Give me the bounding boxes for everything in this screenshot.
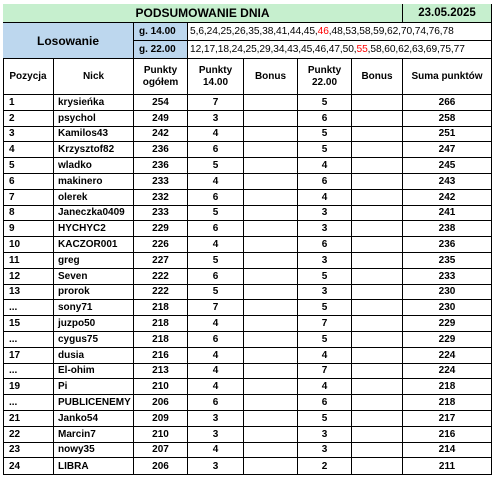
- table-cell-p14: 3: [188, 411, 244, 427]
- table-cell-nick: juzpo50: [54, 316, 134, 332]
- draw-number: 24: [231, 44, 243, 55]
- table-cell-b1: [244, 379, 298, 395]
- table-cell-nick: Krzysztof82: [54, 142, 134, 158]
- table-cell-total: 236: [134, 142, 188, 158]
- table-cell-pos: 24: [3, 458, 54, 475]
- table-cell-b2: [352, 158, 403, 174]
- table-cell-nick: nowy35: [54, 443, 134, 459]
- table-cell-p22: 4: [298, 379, 352, 395]
- table-cell-p22: 3: [298, 427, 352, 443]
- table-cell-b2: [352, 237, 403, 253]
- table-cell-p14: 7: [188, 95, 244, 111]
- table-cell-b2: [352, 221, 403, 237]
- table-cell-pos: 15: [3, 316, 54, 332]
- table-cell-p14: 4: [188, 127, 244, 143]
- column-header-sum: Suma punktów: [403, 59, 492, 95]
- table-cell-nick: Kamilos43: [54, 127, 134, 143]
- draw-number: 43: [287, 44, 299, 55]
- column-header-bonus1: Bonus: [244, 59, 298, 95]
- table-cell-total: 209: [134, 411, 188, 427]
- draw-number: 26: [234, 26, 246, 37]
- table-cell-p14: 4: [188, 379, 244, 395]
- table-cell-p22: 6: [298, 237, 352, 253]
- table-cell-pos: 2: [3, 111, 54, 127]
- table-cell-b2: [352, 427, 403, 443]
- table-cell-p22: 6: [298, 174, 352, 190]
- table-cell-p14: 3: [188, 111, 244, 127]
- table-cell-sum: 214: [403, 443, 492, 459]
- table-cell-sum: 242: [403, 190, 492, 206]
- table-cell-p14: 7: [188, 300, 244, 316]
- draw-number: 62: [387, 26, 399, 37]
- table-cell-b1: [244, 221, 298, 237]
- table-cell-p22: 5: [298, 411, 352, 427]
- table-cell-p14: 5: [188, 253, 244, 269]
- table-cell-total: 236: [134, 158, 188, 174]
- table-cell-sum: 233: [403, 269, 492, 285]
- draw-number: 17: [203, 44, 216, 55]
- table-cell-nick: sony71: [54, 300, 134, 316]
- table-cell-sum: 251: [403, 127, 492, 143]
- table-cell-p14: 4: [188, 364, 244, 380]
- table-cell-pos: 8: [3, 206, 54, 222]
- table-cell-p14: 5: [188, 206, 244, 222]
- table-cell-b1: [244, 443, 298, 459]
- table-cell-sum: 229: [403, 316, 492, 332]
- table-cell-b2: [352, 95, 403, 111]
- table-cell-pos: ...: [3, 300, 54, 316]
- table-cell-b1: [244, 269, 298, 285]
- draw-number: 45: [301, 44, 313, 55]
- table-cell-sum: 224: [403, 348, 492, 364]
- table-cell-sum: 238: [403, 221, 492, 237]
- table-cell-b2: [352, 395, 403, 411]
- table-cell-p14: 6: [188, 395, 244, 411]
- table-cell-pos: 11: [3, 253, 54, 269]
- table-cell-p22: 4: [298, 158, 352, 174]
- table-cell-b2: [352, 443, 403, 459]
- table-cell-b2: [352, 300, 403, 316]
- table-cell-sum: 258: [403, 111, 492, 127]
- table-cell-p22: 5: [298, 127, 352, 143]
- table-cell-total: 233: [134, 206, 188, 222]
- table-cell-sum: 216: [403, 427, 492, 443]
- table-cell-p14: 6: [188, 269, 244, 285]
- table-cell-b1: [244, 95, 298, 111]
- draw-numbers: 12 , 17 , 18 , 24 , 25 , 29 , 34 , 43 , 45 , 46 , 47 , 50 , 55 , 58 , 60 , 62 , 63 , 69 , 75 , 77: [188, 41, 492, 59]
- table-cell-nick: krysieńka: [54, 95, 134, 111]
- draw-numbers: 5 , 6 , 24 , 25 , 26 , 35 , 38 , 41 , 44 , 45 , 46 , 48 , 53 , 58 , 59 , 62 , 70 , 74 , 76 , 78: [188, 23, 492, 41]
- table-cell-sum: 217: [403, 411, 492, 427]
- table-cell-b2: [352, 411, 403, 427]
- draw-number: 75: [439, 44, 451, 55]
- table-cell-p14: 3: [188, 458, 244, 475]
- draw-number: 45: [303, 26, 315, 37]
- draw-number: 77: [453, 44, 465, 55]
- table-cell-nick: HYCHYC2: [54, 221, 134, 237]
- table-cell-total: 222: [134, 269, 188, 285]
- table-cell-pos: ...: [3, 364, 54, 380]
- table-cell-b1: [244, 348, 298, 364]
- table-cell-p22: 6: [298, 111, 352, 127]
- table-cell-pos: 6: [3, 174, 54, 190]
- table-cell-p22: 3: [298, 206, 352, 222]
- column-header-total: Punkty ogółem: [134, 59, 188, 95]
- table-cell-b1: [244, 411, 298, 427]
- table-cell-pos: 22: [3, 427, 54, 443]
- table-cell-b1: [244, 174, 298, 190]
- table-cell-b2: [352, 364, 403, 380]
- table-cell-total: 226: [134, 237, 188, 253]
- table-cell-b1: [244, 158, 298, 174]
- draw-number: 18: [217, 44, 229, 55]
- table-cell-sum: 236: [403, 237, 492, 253]
- draw-number: 59: [373, 26, 385, 37]
- table-cell-b2: [352, 174, 403, 190]
- column-header-points14: Punkty 14.00: [188, 59, 244, 95]
- table-cell-b1: [244, 316, 298, 332]
- draw-number: 50: [342, 44, 354, 55]
- table-cell-pos: 5: [3, 158, 54, 174]
- table-cell-sum: 266: [403, 95, 492, 111]
- table-cell-total: 233: [134, 174, 188, 190]
- draw-number: 35: [248, 26, 260, 37]
- draw-number: 46: [314, 44, 327, 55]
- table-cell-p14: 5: [188, 285, 244, 301]
- table-cell-total: 218: [134, 332, 188, 348]
- column-header-nick: Nick: [54, 59, 134, 95]
- draw-number: 58: [359, 26, 371, 37]
- table-cell-sum: 230: [403, 285, 492, 301]
- table-cell-sum: 218: [403, 395, 492, 411]
- table-cell-pos: ...: [3, 332, 54, 348]
- table-cell-total: 218: [134, 300, 188, 316]
- table-cell-p22: 4: [298, 348, 352, 364]
- table-cell-b2: [352, 332, 403, 348]
- table-cell-b2: [352, 348, 403, 364]
- table-cell-p22: 5: [298, 142, 352, 158]
- table-cell-total: 213: [134, 364, 188, 380]
- table-cell-nick: prorok: [54, 285, 134, 301]
- table-cell-nick: LIBRA: [54, 458, 134, 475]
- table-cell-p22: 3: [298, 221, 352, 237]
- table-cell-b1: [244, 206, 298, 222]
- table-cell-b1: [244, 285, 298, 301]
- table-cell-p14: 4: [188, 443, 244, 459]
- table-cell-nick: greg: [54, 253, 134, 269]
- table-cell-pos: 19: [3, 379, 54, 395]
- table-cell-b1: [244, 237, 298, 253]
- draw-number: 60: [384, 44, 396, 55]
- draw-number: 47: [328, 44, 340, 55]
- table-cell-p22: 6: [298, 395, 352, 411]
- column-header-position: Pozycja: [3, 59, 54, 95]
- draw-number: 5: [190, 26, 196, 37]
- draw-number: 55: [356, 44, 368, 55]
- draw-number: 69: [425, 44, 438, 55]
- draw-number: 12: [190, 44, 202, 55]
- draw-number: 29: [259, 44, 271, 55]
- table-cell-total: 206: [134, 395, 188, 411]
- table-cell-b2: [352, 253, 403, 269]
- table-cell-nick: olerek: [54, 190, 134, 206]
- draw-number: 63: [412, 44, 424, 55]
- table-cell-p14: 3: [188, 427, 244, 443]
- table-cell-p22: 5: [298, 269, 352, 285]
- table-cell-pos: 12: [3, 269, 54, 285]
- draw-number: 44: [289, 26, 302, 37]
- table-cell-total: 218: [134, 316, 188, 332]
- table-cell-p22: 7: [298, 364, 352, 380]
- table-cell-b2: [352, 379, 403, 395]
- table-cell-p14: 6: [188, 221, 244, 237]
- draw-number: 38: [262, 26, 274, 37]
- table-cell-p14: 4: [188, 316, 244, 332]
- table-cell-b1: [244, 127, 298, 143]
- table-cell-b1: [244, 190, 298, 206]
- table-cell-b1: [244, 142, 298, 158]
- page-title: PODSUMOWANIE DNIA: [3, 4, 403, 23]
- draw-number: 24: [206, 26, 218, 37]
- table-cell-pos: 9: [3, 221, 54, 237]
- table-cell-p22: 3: [298, 443, 352, 459]
- table-cell-nick: wladko: [54, 158, 134, 174]
- table-cell-p22: 2: [298, 458, 352, 475]
- draw-time-label: g. 22.00: [134, 41, 188, 59]
- table-cell-sum: 224: [403, 364, 492, 380]
- table-cell-p22: 5: [298, 300, 352, 316]
- table-cell-nick: Janeczka0409: [54, 206, 134, 222]
- table-cell-nick: PUBLICENEMY: [54, 395, 134, 411]
- table-cell-sum: 230: [403, 300, 492, 316]
- draw-number: 46: [317, 26, 329, 37]
- table-cell-b1: [244, 395, 298, 411]
- table-cell-pos: 1: [3, 95, 54, 111]
- draw-label: Losowanie: [3, 23, 134, 59]
- table-cell-p22: 3: [298, 285, 352, 301]
- table-cell-total: 210: [134, 427, 188, 443]
- table-cell-p22: 3: [298, 253, 352, 269]
- table-cell-b1: [244, 332, 298, 348]
- draw-number: 25: [220, 26, 232, 37]
- table-cell-sum: 243: [403, 174, 492, 190]
- table-cell-p22: 7: [298, 316, 352, 332]
- table-cell-pos: ...: [3, 395, 54, 411]
- table-cell-b2: [352, 111, 403, 127]
- table-cell-nick: dusia: [54, 348, 134, 364]
- table-cell-pos: 7: [3, 190, 54, 206]
- table-cell-p22: 5: [298, 95, 352, 111]
- table-cell-p14: 4: [188, 237, 244, 253]
- table-cell-p14: 6: [188, 142, 244, 158]
- table-cell-sum: 241: [403, 206, 492, 222]
- draw-number: 53: [345, 26, 357, 37]
- table-cell-p22: 5: [298, 332, 352, 348]
- table-cell-pos: 4: [3, 142, 54, 158]
- draw-number: 76: [428, 26, 440, 37]
- draw-number: 25: [245, 44, 257, 55]
- table-cell-p14: 4: [188, 174, 244, 190]
- table-cell-nick: Janko54: [54, 411, 134, 427]
- table-cell-b1: [244, 427, 298, 443]
- column-header-bonus2: Bonus: [352, 59, 403, 95]
- table-cell-b2: [352, 127, 403, 143]
- draw-time-label: g. 14.00: [134, 23, 188, 41]
- table-cell-pos: 17: [3, 348, 54, 364]
- table-cell-total: 242: [134, 127, 188, 143]
- table-cell-sum: 229: [403, 332, 492, 348]
- draw-number: 74: [414, 26, 426, 37]
- table-cell-nick: El-ohim: [54, 364, 134, 380]
- table-cell-b2: [352, 142, 403, 158]
- draw-number: 78: [442, 26, 454, 37]
- table-cell-total: 216: [134, 348, 188, 364]
- table-cell-p14: 6: [188, 332, 244, 348]
- table-cell-pos: 13: [3, 285, 54, 301]
- table-cell-p14: 4: [188, 348, 244, 364]
- report-date: 23.05.2025: [403, 4, 492, 23]
- table-cell-total: 227: [134, 253, 188, 269]
- column-header-points22: Punkty 22.00: [298, 59, 352, 95]
- table-cell-nick: Pi: [54, 379, 134, 395]
- table-cell-b1: [244, 253, 298, 269]
- draw-number: 34: [273, 44, 285, 55]
- table-cell-sum: 218: [403, 379, 492, 395]
- table-cell-nick: Seven: [54, 269, 134, 285]
- table-cell-p14: 5: [188, 158, 244, 174]
- table-cell-b2: [352, 316, 403, 332]
- table-cell-sum: 247: [403, 142, 492, 158]
- table-cell-b1: [244, 458, 298, 475]
- table-cell-total: 210: [134, 379, 188, 395]
- draw-number: 48: [331, 26, 343, 37]
- table-cell-sum: 211: [403, 458, 492, 475]
- table-cell-pos: 3: [3, 127, 54, 143]
- table-cell-b2: [352, 206, 403, 222]
- table-cell-nick: makinero: [54, 174, 134, 190]
- draw-number: 41: [276, 26, 288, 37]
- draw-number: 70: [400, 26, 413, 37]
- table-cell-total: 249: [134, 111, 188, 127]
- table-cell-b2: [352, 458, 403, 475]
- table-cell-sum: 245: [403, 158, 492, 174]
- draw-number: 6: [198, 26, 204, 37]
- table-cell-b1: [244, 364, 298, 380]
- table-cell-b1: [244, 300, 298, 316]
- table-cell-b2: [352, 269, 403, 285]
- draw-number: 58: [370, 44, 382, 55]
- table-cell-nick: psychol: [54, 111, 134, 127]
- table-cell-sum: 235: [403, 253, 492, 269]
- table-cell-total: 232: [134, 190, 188, 206]
- table-cell-total: 206: [134, 458, 188, 475]
- table-cell-b2: [352, 190, 403, 206]
- table-cell-b2: [352, 285, 403, 301]
- table-cell-pos: 21: [3, 411, 54, 427]
- table-cell-nick: Marcin7: [54, 427, 134, 443]
- table-cell-pos: 10: [3, 237, 54, 253]
- table-cell-total: 207: [134, 443, 188, 459]
- table-cell-p14: 6: [188, 190, 244, 206]
- table-cell-nick: cygus75: [54, 332, 134, 348]
- table-cell-total: 229: [134, 221, 188, 237]
- table-cell-total: 254: [134, 95, 188, 111]
- draw-number: 62: [398, 44, 410, 55]
- table-cell-total: 222: [134, 285, 188, 301]
- table-cell-b1: [244, 111, 298, 127]
- table-cell-nick: KACZOR001: [54, 237, 134, 253]
- table-cell-pos: 23: [3, 443, 54, 459]
- table-cell-p22: 4: [298, 190, 352, 206]
